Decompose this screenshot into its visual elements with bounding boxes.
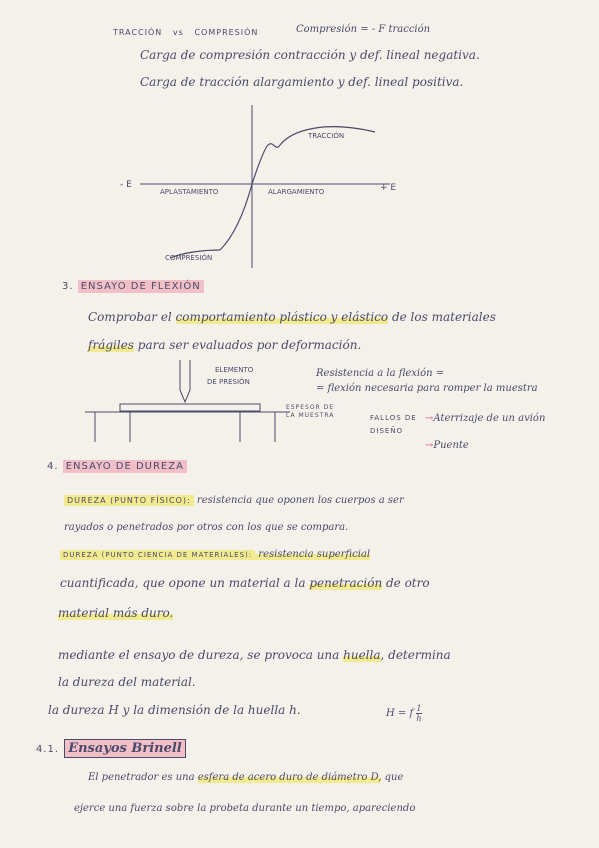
- alargamiento-label: ALARGAMIENTO: [268, 188, 325, 196]
- hardness-test-line-1: mediante el ensayo de dureza, se provoca una huella, determina: [58, 648, 451, 662]
- hardness-physical-highlight: DUREZA (PUNTO FÍSICO):: [64, 495, 194, 506]
- hardness-materials-line-3: material más duro.: [58, 606, 174, 620]
- section-3-line-1: Comprobar el comportamiento plástico y elástico de los materiales: [88, 310, 496, 324]
- formula-fraction: $\frac{1}{h}$: [416, 704, 422, 723]
- thickness-label: ESPESOR DE LA MUESTRA: [286, 404, 335, 419]
- brinell-line-2: ejerce una fuerza sobre la probeta durante un tiempo, apareciendo: [74, 803, 416, 814]
- section-3-title: ENSAYO DE FLEXIÓN: [78, 280, 204, 293]
- section-3-number: 3.: [62, 281, 74, 292]
- hardness-physical-line-2: rayados o penetrados por otros con los que se compara.: [64, 522, 349, 533]
- hardness-materials-highlight: DUREZA (PUNTO CIENCIA DE MATERIALES):: [60, 550, 255, 560]
- section-3-line-2: frágiles para ser evaluados por deformación.: [88, 338, 362, 352]
- aplastamiento-label: APLASTAMIENTO: [160, 188, 219, 196]
- hardness-materials-line-2: cuantificada, que opone un material a la penetración de otro: [60, 576, 430, 590]
- tension-load-line: Carga de tracción alargamiento y def. lineal positiva.: [140, 75, 464, 89]
- sample-bar: [120, 404, 260, 411]
- tension-label: TRACCIÓN: [308, 132, 345, 140]
- element-label-2: DE PRESIÓN: [207, 378, 250, 386]
- section-3-heading: [62, 281, 204, 292]
- resistance-line-1: Resistencia a la flexión =: [316, 368, 445, 379]
- arrow-right-icon: →: [425, 413, 434, 424]
- plastic-elastic-highlight: comportamiento plástico y elástico: [175, 310, 389, 324]
- failure-airplane: →Aterrizaje de un avión: [425, 413, 546, 424]
- section-41-title: Ensayos Brinell: [64, 739, 186, 758]
- hardness-test-line-2: la dureza del material.: [58, 675, 196, 689]
- penetracion-highlight: penetración: [309, 576, 383, 590]
- vs-word: vs: [172, 28, 184, 37]
- huella-highlight: huella: [343, 648, 381, 662]
- flexion-test-sketch: [85, 360, 295, 445]
- section-4-heading: [47, 461, 187, 472]
- traccion-word: TRACCIÓN: [113, 28, 163, 37]
- sphere-highlight: esfera de acero duro de diámetro D,: [197, 772, 382, 783]
- compression-formula: Compresión = - F tracción: [296, 24, 431, 35]
- element-label-1: ELEMENTO: [215, 366, 254, 374]
- failure-bridge: →Puente: [425, 440, 469, 451]
- resistance-line-2: = flexión necesaria para romper la muestra: [316, 383, 538, 394]
- hardness-materials-line: DUREZA (PUNTO CIENCIA DE MATERIALES): resistencia superficial: [60, 549, 370, 560]
- heading-traccion-vs-compresion: [113, 28, 258, 37]
- stress-strain-graph: [110, 100, 410, 275]
- plus-e-label: + E: [380, 183, 397, 193]
- minus-e-label: - E: [120, 180, 132, 190]
- arrow-right-icon: →: [425, 440, 434, 451]
- brinell-line-1: El penetrador es una esfera de acero duro de diámetro D, que: [88, 772, 404, 783]
- pressure-element: [180, 360, 190, 402]
- section-4-title: ENSAYO DE DUREZA: [63, 460, 187, 473]
- hardness-physical-line: DUREZA (PUNTO FÍSICO): resistencia que oponen los cuerpos a ser: [64, 495, 404, 506]
- design-failures-label: FALLOS DE DISEÑO: [370, 414, 417, 435]
- section-41-heading: [36, 737, 186, 756]
- compresion-word: COMPRESIÓN: [194, 28, 259, 37]
- section-4-number: 4.: [47, 461, 59, 472]
- compression-load-line: Carga de compresión contracción y def. lineal negativa.: [140, 48, 480, 62]
- section-41-number: 4.1.: [36, 744, 60, 755]
- hardness-test-line-3: la dureza H y la dimensión de la huella h.: [48, 703, 301, 717]
- compression-label: COMPRESIÓN: [165, 254, 213, 262]
- hardness-formula: H = f $\frac{1}{h}$: [386, 704, 422, 723]
- fragiles-highlight: frágiles: [88, 338, 134, 352]
